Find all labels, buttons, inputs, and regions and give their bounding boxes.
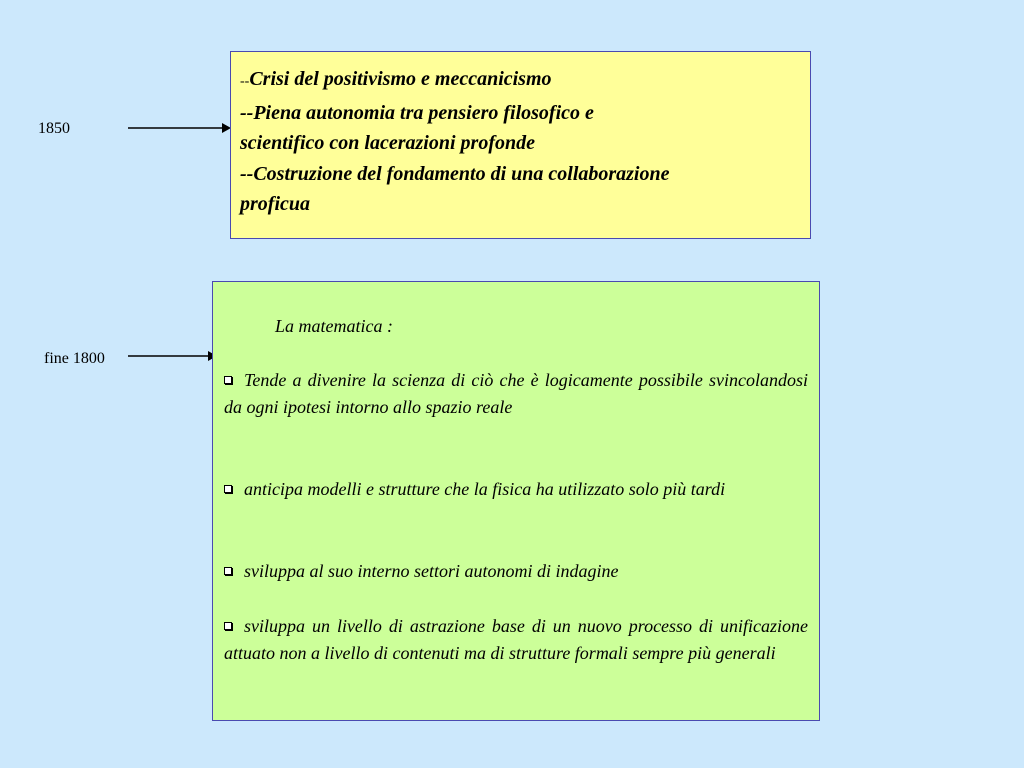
- arrow-right-icon: [128, 350, 218, 362]
- box1-line-2: --Piena autonomia tra pensiero filosofico e: [240, 101, 594, 124]
- box1-line-5: proficua: [240, 193, 310, 215]
- bullet-item: Tende a divenire la scienza di ciò che è logicamente possibile svincolandosi da ogni ipotesi intorno allo spazio reale: [224, 370, 808, 417]
- square-bullet-icon: [224, 567, 232, 575]
- summary-box-1850: [230, 51, 811, 239]
- square-bullet-icon: [224, 622, 232, 630]
- box1-line-4: --Costruzione del fondamento di una collaborazione: [240, 162, 670, 185]
- box1-line-1: --Crisi del positivismo e meccanicismo: [240, 68, 552, 90]
- timeline-label-fine-1800: fine 1800: [44, 350, 105, 367]
- square-bullet-icon: [224, 485, 232, 493]
- mathematics-box: [212, 281, 820, 721]
- box2-title: La matematica :: [275, 316, 393, 336]
- bullet-item: anticipa modelli e strutture che la fisica ha utilizzato solo più tardi: [224, 476, 808, 503]
- timeline-label-1850: 1850: [38, 120, 70, 137]
- bullet-item: sviluppa al suo interno settori autonomi di indagine: [224, 558, 808, 585]
- square-bullet-icon: [224, 376, 232, 384]
- box1-line-3: scientifico con lacerazioni profonde: [240, 132, 535, 154]
- bullet-item: sviluppa un livello di astrazione base di un nuovo processo di unificazione attuato non a livello di contenuti ma di strutture formali sempre più generali: [224, 616, 808, 663]
- arrow-right-icon: [128, 122, 232, 134]
